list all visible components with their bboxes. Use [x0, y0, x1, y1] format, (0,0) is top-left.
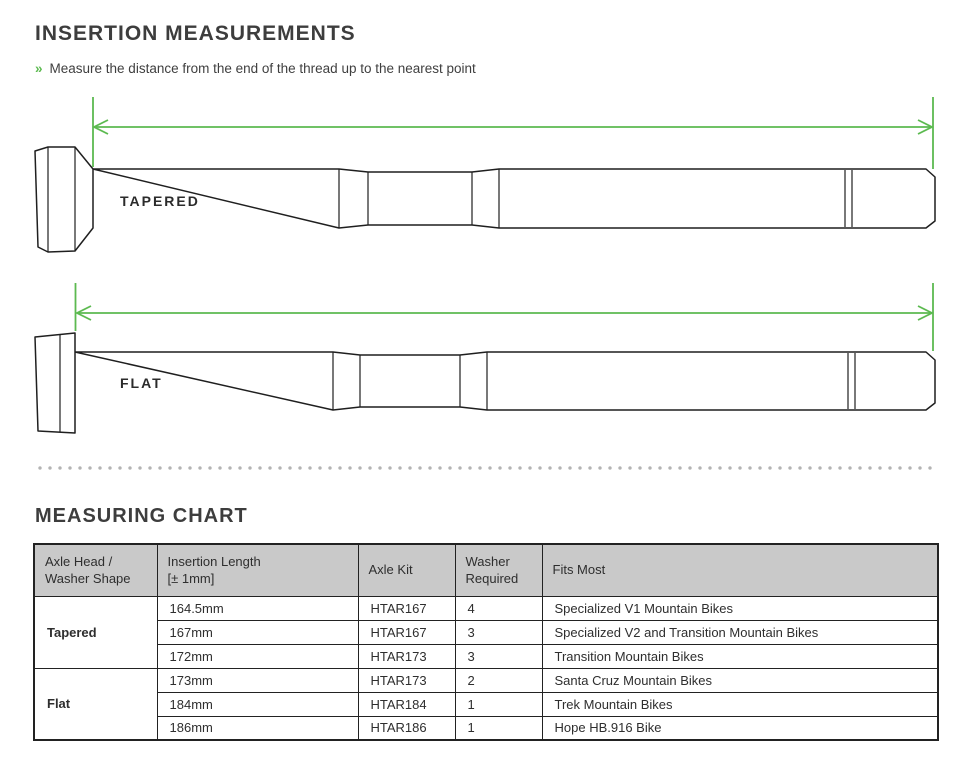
col-header-axle-head [34, 544, 157, 596]
header-line: Fits Most [552, 562, 606, 578]
cell-kit: HTAR173 [358, 668, 455, 692]
tapered-label: TAPERED [120, 193, 200, 209]
header-line: Washer [465, 553, 510, 569]
flat-label: FLAT [120, 375, 163, 391]
cell-length: 173mm [157, 668, 358, 692]
measuring-chart-title: MEASURING CHART [35, 505, 248, 527]
tapered-axle-drawing [35, 147, 935, 252]
flat-head-shape [35, 333, 75, 433]
header-line: Axle Head / [45, 553, 113, 569]
tapered-head-shape [35, 147, 93, 252]
table-row [34, 692, 938, 716]
measuring-chart-table [33, 543, 939, 741]
cell-fits: Trek Mountain Bikes [542, 692, 938, 716]
tapered-dimension-arrow [93, 97, 933, 169]
cell-fits: Hope HB.916 Bike [542, 716, 938, 740]
cell-washers: 2 [455, 668, 542, 692]
cell-washers: 4 [455, 596, 542, 620]
cell-fits: Santa Cruz Mountain Bikes [542, 668, 938, 692]
col-header-axle-kit [358, 544, 455, 596]
cell-length: 164.5mm [157, 596, 358, 620]
header-line: Insertion Length [167, 553, 261, 569]
cell-kit: HTAR167 [358, 620, 455, 644]
cell-kit: HTAR167 [358, 596, 455, 620]
cell-washers: 3 [455, 620, 542, 644]
col-header-fits-most [542, 544, 938, 596]
table-row [34, 644, 938, 668]
col-header-washer-required [455, 544, 542, 596]
insertion-measurements-title: INSERTION MEASUREMENTS [35, 22, 356, 45]
col-header-insertion-length [157, 544, 358, 596]
instruction-text: Measure the distance from the end of the thread up to the nearest point [49, 61, 476, 76]
cell-kit: HTAR173 [358, 644, 455, 668]
header-line: Washer Shape [45, 571, 131, 587]
table-row [34, 716, 938, 740]
cell-length: 172mm [157, 644, 358, 668]
cell-kit: HTAR186 [358, 716, 455, 740]
header-line: Required [465, 571, 519, 587]
table-row [34, 596, 938, 620]
cell-washers: 3 [455, 644, 542, 668]
header-line: Axle Kit [368, 562, 413, 578]
flat-axle-drawing [35, 333, 935, 433]
cell-kit: HTAR184 [358, 692, 455, 716]
table-row [34, 668, 938, 692]
cell-fits: Specialized V2 and Transition Mountain Bikes [542, 620, 938, 644]
cell-washers: 1 [455, 716, 542, 740]
cell-washers: 1 [455, 692, 542, 716]
cell-length: 186mm [157, 716, 358, 740]
cell-fits: Transition Mountain Bikes [542, 644, 938, 668]
group-cell-flat: Flat [34, 668, 157, 740]
table-row [34, 620, 938, 644]
group-cell-tapered: Tapered [34, 596, 157, 668]
flat-dimension-arrow [76, 283, 934, 351]
table-header-row [34, 544, 938, 596]
chevron-right-icon: » [35, 61, 42, 76]
cell-length: 184mm [157, 692, 358, 716]
cell-fits: Specialized V1 Mountain Bikes [542, 596, 938, 620]
header-line: [± 1mm] [167, 571, 215, 587]
cell-length: 167mm [157, 620, 358, 644]
dotted-divider [35, 465, 937, 471]
